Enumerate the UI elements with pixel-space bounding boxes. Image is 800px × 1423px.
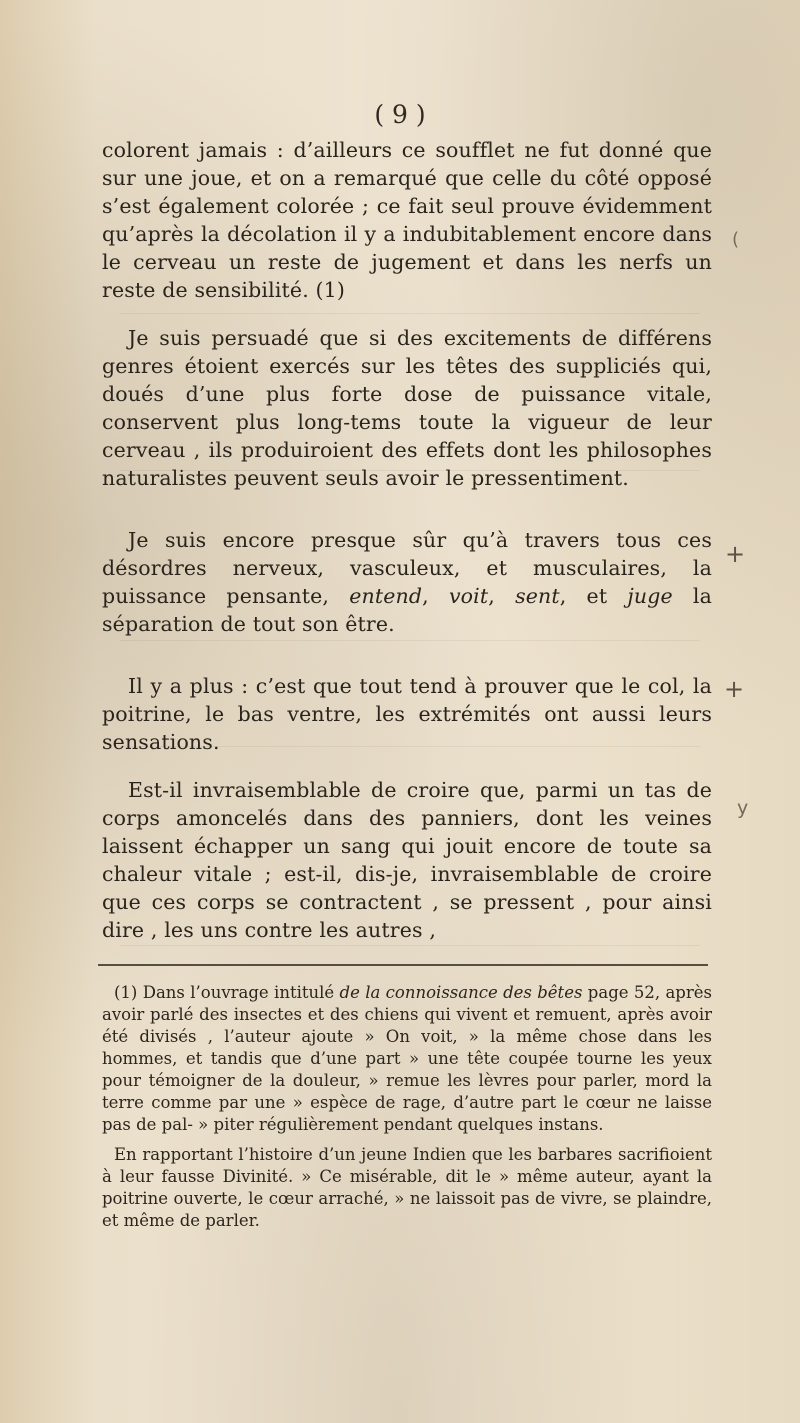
margin-cross-mark: + (725, 540, 746, 568)
footnote-body: page 52, après avoir parlé des insectes et des chiens qui vivent et remuent, après avoir été divisés , l’auteur ajoute » On voit, » la même chose dans les hommes, et tandis que d’une part » une tête coupée tourne les yeux pour témoigner de la douleur, » remue les lèvres pour parler, mord la terre comme par une » espèce de rage, d’autre part le cœur ne laisse pas de pal- » piter régulièrement pendant quelques instans. (102, 983, 712, 1134)
paragraph-3-text: Je suis encore presque sûr qu’à travers tous ces désordres nerveux, vasculeux, et musculaires, la puissance pensante, (102, 528, 712, 608)
main-text (102, 136, 712, 964)
footnote-separator (98, 964, 708, 966)
emphasis-sent: sent (515, 584, 560, 608)
footnote (102, 982, 712, 1240)
punctuation: , (422, 584, 429, 608)
punctuation: , (488, 584, 495, 608)
footnote-paragraph-2: En rapportant l’histoire d’un jeune Indien que les barbares sacrifioient à leur fausse Divinité. » Ce misérable, dit le » même auteur, ayant la poitrine ouverte, le cœur arraché, » ne laissoit pas de vivre, se plaindre, et même de parler. (102, 1145, 712, 1230)
paragraph-3-ending: la séparation de tout son être. (102, 584, 712, 636)
margin-handwritten-mark: y (737, 797, 749, 819)
margin-cross-mark: + (724, 675, 745, 703)
footnote-intro: (1) Dans l’ouvrage intitulé (114, 983, 335, 1002)
footnote-book-title: de la connoissance des bêtes (339, 983, 583, 1002)
paragraph-4: Il y a plus : c’est que tout tend à prouver que le col, la poitrine, le bas ventre, les extrémités ont aussi leurs sensations. (102, 674, 712, 754)
emphasis-entend: entend (349, 584, 423, 608)
paragraph-1: colorent jamais : d’ailleurs ce soufflet ne fut donné que sur une joue, et on a remarqué que celle du côté opposé s’est également colorée ; ce fait seul prouve évidemment qu’après la décolation il y a indubitablement encore dans le cerveau un reste de jugement et dans les nerfs un reste de sensibilité. (1) (102, 138, 712, 302)
paragraph-2: Je suis persuadé que si des excitements de différens genres étoient exercés sur les têtes des suppliciés qui, doués d’une plus forte dose de puissance vitale, conservent plus long-tems toute la vigueur de leur cerveau , ils produiroient des effets dont les philosophes naturalistes peuvent seuls avoir le pressentiment. (102, 326, 712, 490)
punctuation: , et (559, 584, 608, 608)
emphasis-juge: juge (627, 584, 673, 608)
page-number: ( 9 ) (374, 100, 426, 129)
emphasis-voit: voit (448, 584, 489, 608)
footnote-paragraph-1 (102, 982, 712, 1136)
paragraph-5: Est-il invraisemblable de croire que, parmi un tas de corps amoncelés dans des panniers, dont les veines laissent échapper un sang qui jouit encore de toute sa chaleur vitale ; est-il, dis-je, invraisemblable de croire que ces corps se contractent , se pressent , pour ainsi dire , les uns contre les autres , (102, 778, 712, 942)
margin-parenthesis-mark: ( (732, 229, 740, 250)
paragraph-3 (102, 526, 712, 638)
